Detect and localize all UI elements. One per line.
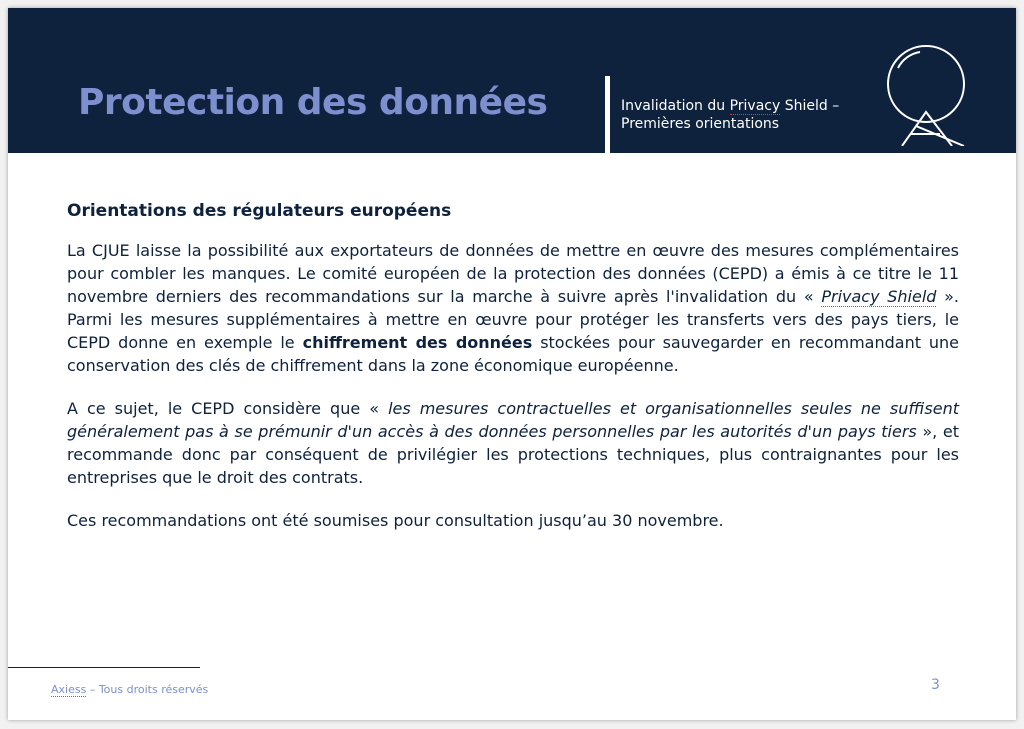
subtitle-line-1 xyxy=(621,97,839,115)
page-number: 3 xyxy=(931,677,940,693)
subtitle-line-2: Premières orientations xyxy=(621,116,780,132)
p1-text-a: La CJUE laisse la possibilité aux exportateurs de données de mettre en œuvre des mesures complémentaires pour combler les manques. Le comité européen de la protection des données (CEPD) a émis à ce titre le 11 novembre derniers des recommandations sur la marche à suivre après l'invalidation du « xyxy=(67,241,959,306)
footer-copyright xyxy=(51,683,208,696)
section-heading: Orientations des régulateurs européens xyxy=(67,201,452,221)
p1-text-c: stockées pour sauvegarder en recommandant une conservation des clés de chiffrement dans la zone économique européenne. xyxy=(67,333,960,375)
subtitle-text-pre: Invalidation du xyxy=(621,98,730,114)
subtitle-text-privacy: Privacy xyxy=(729,98,781,114)
document-page xyxy=(8,8,1016,720)
p2-text-a: A ce sujet, le CEPD considère que « xyxy=(67,399,389,418)
paragraph-1 xyxy=(67,239,959,377)
paragraph-3: Ces recommandations ont été soumises pour consultation jusqu’au 30 novembre. xyxy=(67,511,724,530)
p1-italic-privacy-shield: Privacy Shield xyxy=(821,287,937,306)
footer-company: Axiess xyxy=(51,683,87,696)
circle-triangle-logo-icon xyxy=(880,42,972,146)
paragraph-2 xyxy=(67,397,959,489)
page-title: Protection des données xyxy=(78,82,548,123)
footer-rights: – Tous droits réservés xyxy=(86,683,209,696)
p2-italic-quote: les mesures contractuelles et organisationnelles seules ne suffisent généralement pas à se prémunir d'un accès à des données personnelles par les autorités d'un pays tiers xyxy=(67,399,959,441)
footer-divider xyxy=(8,667,200,668)
header-banner xyxy=(8,8,1016,153)
header-subtitle xyxy=(621,97,839,133)
main-content xyxy=(67,201,959,552)
p2-text-b: », et recommande donc par conséquent de privilégier les protections techniques, plus contraignantes pour les entreprises que le droit des contrats. xyxy=(67,422,959,487)
header-divider xyxy=(605,76,610,153)
p1-bold-chiffrement: chiffrement des données xyxy=(302,333,533,352)
subtitle-text-post: Shield – xyxy=(780,98,840,114)
p1-text-b: ». Parmi les mesures supplémentaires à mettre en œuvre pour protéger les transferts vers des pays tiers, le CEPD donne en exemple le xyxy=(67,287,960,352)
